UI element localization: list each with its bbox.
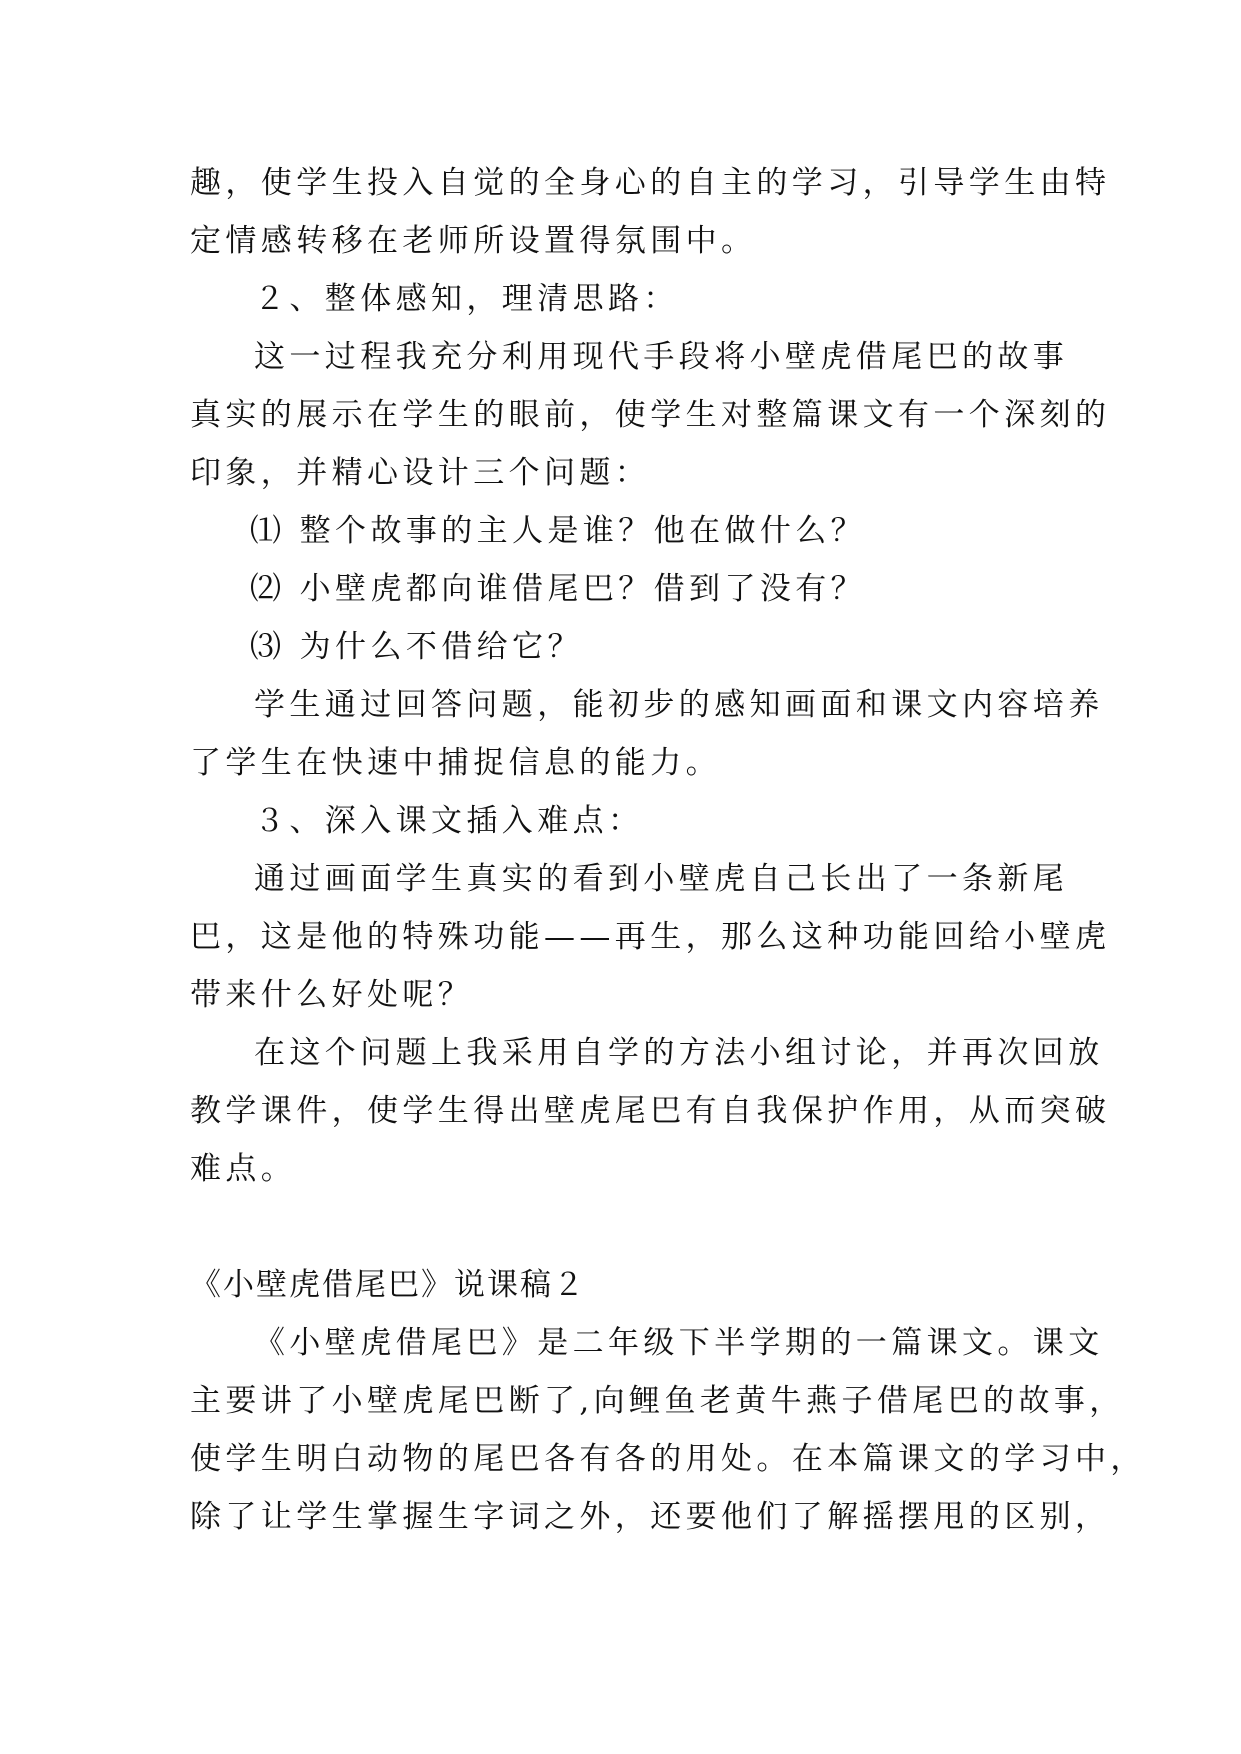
step2-paragraph-line-1: 这一过程我充分利用现代手段将小壁虎借尾巴的故事 — [254, 339, 1069, 375]
step2-result-line-1: 学生通过回答问题，能初步的感知画面和课文内容培养 — [254, 687, 1104, 723]
step3-heading: ３、深入课文插入难点： — [254, 803, 644, 839]
question-1: ⑴ 整个故事的主人是谁？他在做什么？ — [250, 513, 867, 549]
section2-paragraph-line-2: 主要讲了小壁虎尾巴断了,向鲤鱼老黄牛燕子借尾巴的故事， — [190, 1383, 1125, 1419]
step2-paragraph-line-3: 印象，并精心设计三个问题： — [190, 455, 651, 491]
step3-paragraph2-line-1: 在这个问题上我采用自学的方法小组讨论，并再次回放 — [254, 1035, 1104, 1071]
section2-paragraph-line-1: 《小壁虎借尾巴》是二年级下半学期的一篇课文。课文 — [254, 1325, 1104, 1361]
step3-paragraph-line-3: 带来什么好处呢？ — [190, 977, 474, 1013]
question-3: ⑶ 为什么不借给它？ — [250, 629, 583, 665]
section2-paragraph-line-3: 使学生明白动物的尾巴各有各的用处。在本篇课文的学习中， — [190, 1441, 1146, 1477]
section2-paragraph-line-4: 除了让学生掌握生字词之外，还要他们了解摇摆甩的区别， — [190, 1499, 1111, 1535]
step3-paragraph-line-1: 通过画面学生真实的看到小壁虎自己长出了一条新尾 — [254, 861, 1069, 897]
question-2: ⑵ 小壁虎都向谁借尾巴？借到了没有？ — [250, 571, 867, 607]
step3-paragraph2-line-3: 难点。 — [190, 1151, 297, 1187]
step2-heading: ２、整体感知，理清思路： — [254, 281, 679, 317]
intro-line-1: 趣，使学生投入自觉的全身心的自主的学习，引导学生由特 — [190, 165, 1111, 201]
section2-title: 《小壁虎借尾巴》说课稿２ — [190, 1267, 586, 1303]
intro-line-2: 定情感转移在老师所设置得氛围中。 — [190, 223, 757, 259]
step3-paragraph2-line-2: 教学课件，使学生得出壁虎尾巴有自我保护作用，从而突破 — [190, 1093, 1111, 1129]
step3-paragraph-line-2: 巴，这是他的特殊功能——再生，那么这种功能回给小壁虎 — [190, 919, 1111, 955]
step2-paragraph-line-2: 真实的展示在学生的眼前，使学生对整篇课文有一个深刻的 — [190, 397, 1111, 433]
step2-result-line-2: 了学生在快速中捕捉信息的能力。 — [190, 745, 721, 781]
